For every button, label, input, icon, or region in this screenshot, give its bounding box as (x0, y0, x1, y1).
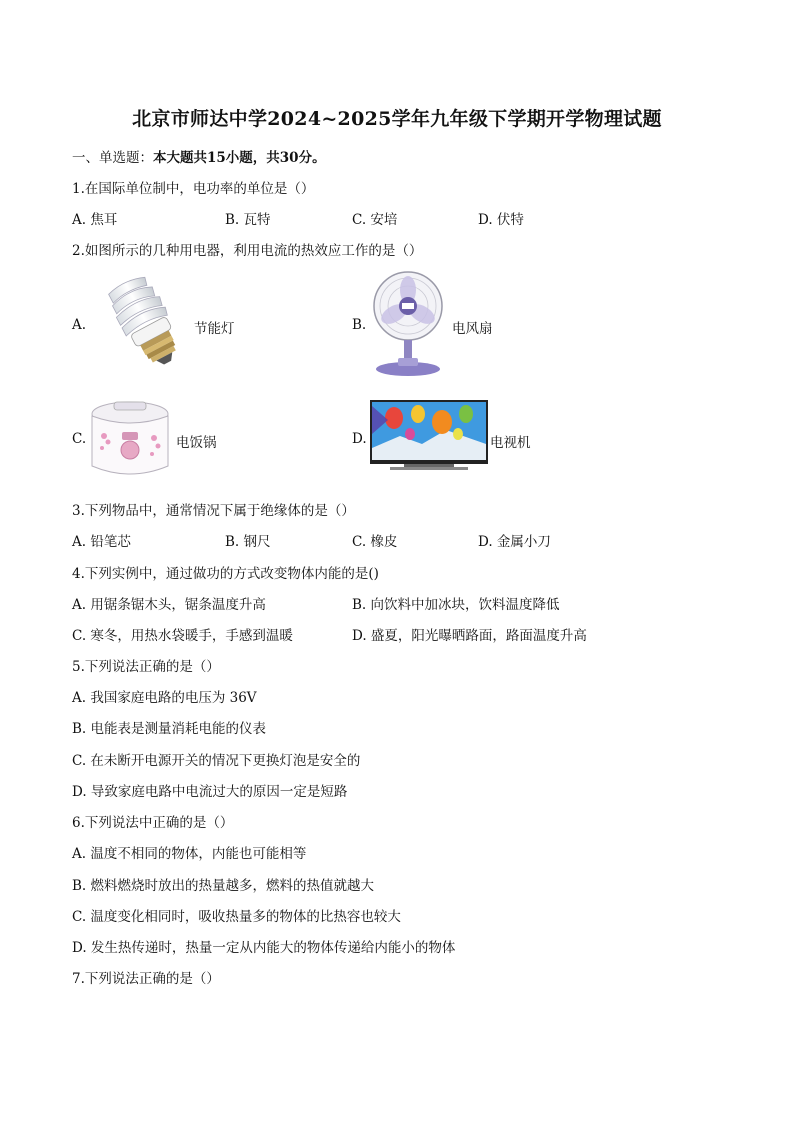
option-label: 电视机 (490, 435, 531, 451)
option-c[interactable]: C. 橡皮 (352, 534, 398, 550)
option-letter[interactable]: B. (352, 317, 367, 333)
option-c[interactable]: C. 在未断开电源开关的情况下更换灯泡是安全的 (72, 753, 361, 769)
question-stem: 5.下列说法正确的是（） (72, 659, 220, 675)
option-b[interactable]: B. 燃料燃烧时放出的热量越多，燃料的热值就越大 (72, 878, 375, 894)
option-d[interactable]: D. 发生热传递时，热量一定从内能大的物体传递给内能小的物体 (72, 940, 456, 956)
option-label: 节能灯 (194, 321, 235, 337)
section-heading-prefix: 一、单选题： (72, 150, 153, 166)
option-b[interactable]: B. 瓦特 (225, 212, 271, 228)
option-letter[interactable]: C. (72, 431, 87, 447)
question-stem: 4.下列实例中，通过做功的方式改变物体内能的是() (72, 566, 379, 582)
option-a[interactable]: A. 温度不相同的物体，内能也可能相等 (72, 846, 307, 862)
option-d[interactable]: D. 导致家庭电路中电流过大的原因一定是短路 (72, 784, 348, 800)
option-c[interactable]: C. 寒冬，用热水袋暖手，手感到温暖 (72, 628, 293, 644)
option-b[interactable]: B. 电能表是测量消耗电能的仪表 (72, 721, 267, 737)
option-letter[interactable]: A. (72, 317, 87, 333)
question-stem: 2.如图所示的几种用电器，利用电流的热效应工作的是（） (72, 243, 423, 259)
option-letter[interactable]: D. (352, 431, 367, 447)
option-d[interactable]: D. 金属小刀 (478, 534, 551, 550)
option-label: 电饭锅 (176, 435, 217, 451)
option-a[interactable]: A. 我国家庭电路的电压为 36V (72, 690, 257, 706)
option-d[interactable]: D. 盛夏，阳光曝晒路面，路面温度升高 (352, 628, 587, 644)
option-c[interactable]: C. 温度变化相同时，吸收热量多的物体的比热容也较大 (72, 909, 401, 925)
option-c[interactable]: C. 安培 (352, 212, 398, 228)
rice-cooker-icon (86, 398, 174, 482)
section-heading-detail: 本大题共15小题，共30分。 (153, 150, 326, 166)
option-b[interactable]: B. 钢尺 (225, 534, 271, 550)
question-stem: 3.下列物品中，通常情况下属于绝缘体的是（） (72, 503, 355, 519)
question-stem: 7.下列说法正确的是（） (72, 971, 220, 987)
option-d[interactable]: D. 伏特 (478, 212, 524, 228)
electric-fan-icon (368, 270, 448, 378)
page-title: 北京市师达中学2024~2025学年九年级下学期开学物理试题 (132, 108, 662, 130)
option-label: 电风扇 (452, 321, 493, 337)
cfl-bulb-icon (86, 274, 190, 374)
option-b[interactable]: B. 向饮料中加冰块，饮料温度降低 (352, 597, 560, 613)
television-icon (370, 400, 488, 472)
option-a[interactable]: A. 铅笔芯 (72, 534, 131, 550)
question-stem: 6.下列说法中正确的是（） (72, 815, 234, 831)
section-heading (72, 146, 326, 166)
option-a[interactable]: A. 用锯条锯木头，锯条温度升高 (72, 597, 266, 613)
option-a[interactable]: A. 焦耳 (72, 212, 118, 228)
question-stem: 1.在国际单位制中，电功率的单位是（） (72, 181, 315, 197)
